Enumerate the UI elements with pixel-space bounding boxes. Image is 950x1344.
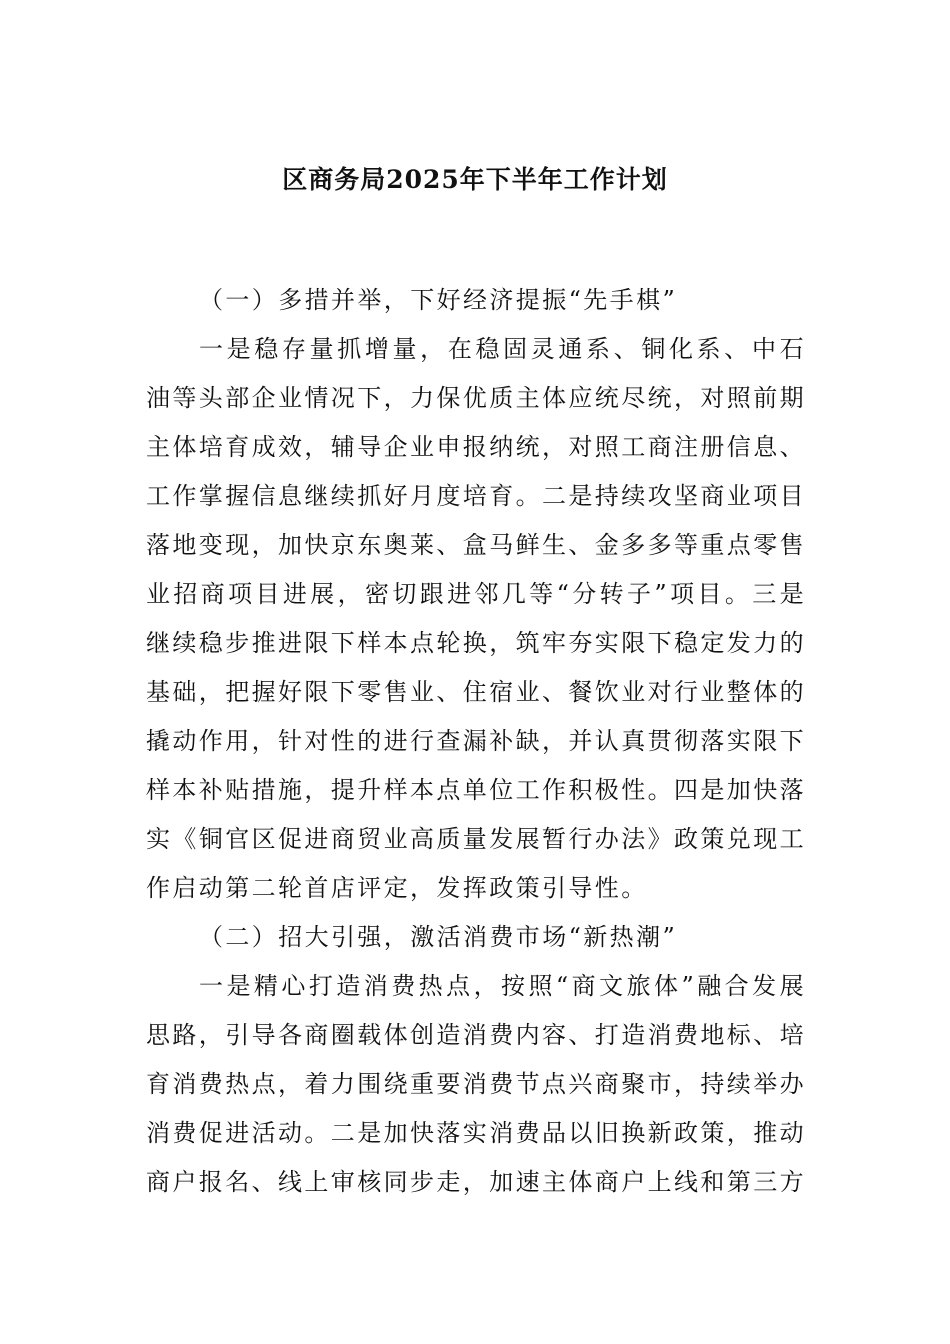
section-paragraph-2: 一是精心打造消费热点，按照“商文旅体”融合发展思路，引导各商圈载体创造消费内容、打造消费地标、培育消费热点，着力围绕重要消费节点兴商聚市，持续举办消费促进活动。二是加快落实消费品以旧换新政策，推动商户报名、线上审核同步走，加速主体商户上线和第三方 — [146, 972, 806, 1196]
document-body — [146, 276, 806, 1207]
section-heading-2: （二）招大引强，激活消费市场“新热潮” — [199, 923, 678, 951]
section-paragraph-1: 一是稳存量抓增量，在稳固灵通系、铜化系、中石油等头部企业情况下，力保优质主体应统尽统，对照前期主体培育成效，辅导企业申报纳统，对照工商注册信息、工作掌握信息继续抓好月度培育。二是持续攻坚商业项目落地变现，加快京东奥莱、盒马鲜生、金多多等重点零售业招商项目进展，密切跟进邻几等“分转子”项目。三是继续稳步推进限下样本点轮换，筑牢夯实限下稳定发力的基础，把握好限下零售业、住宿业、餐饮业对行业整体的撬动作用，针对性的进行查漏补缺，并认真贯彻落实限下样本补贴措施，提升样本点单位工作积极性。四是加快落实《铜官区促进商贸业高质量发展暂行办法》政策兑现工作启动第二轮首店评定，发挥政策引导性。 — [146, 335, 806, 902]
document-title: 区商务局2025年下半年工作计划 — [282, 165, 668, 194]
section-heading-1: （一）多措并举，下好经济提振“先手棋” — [199, 286, 678, 314]
